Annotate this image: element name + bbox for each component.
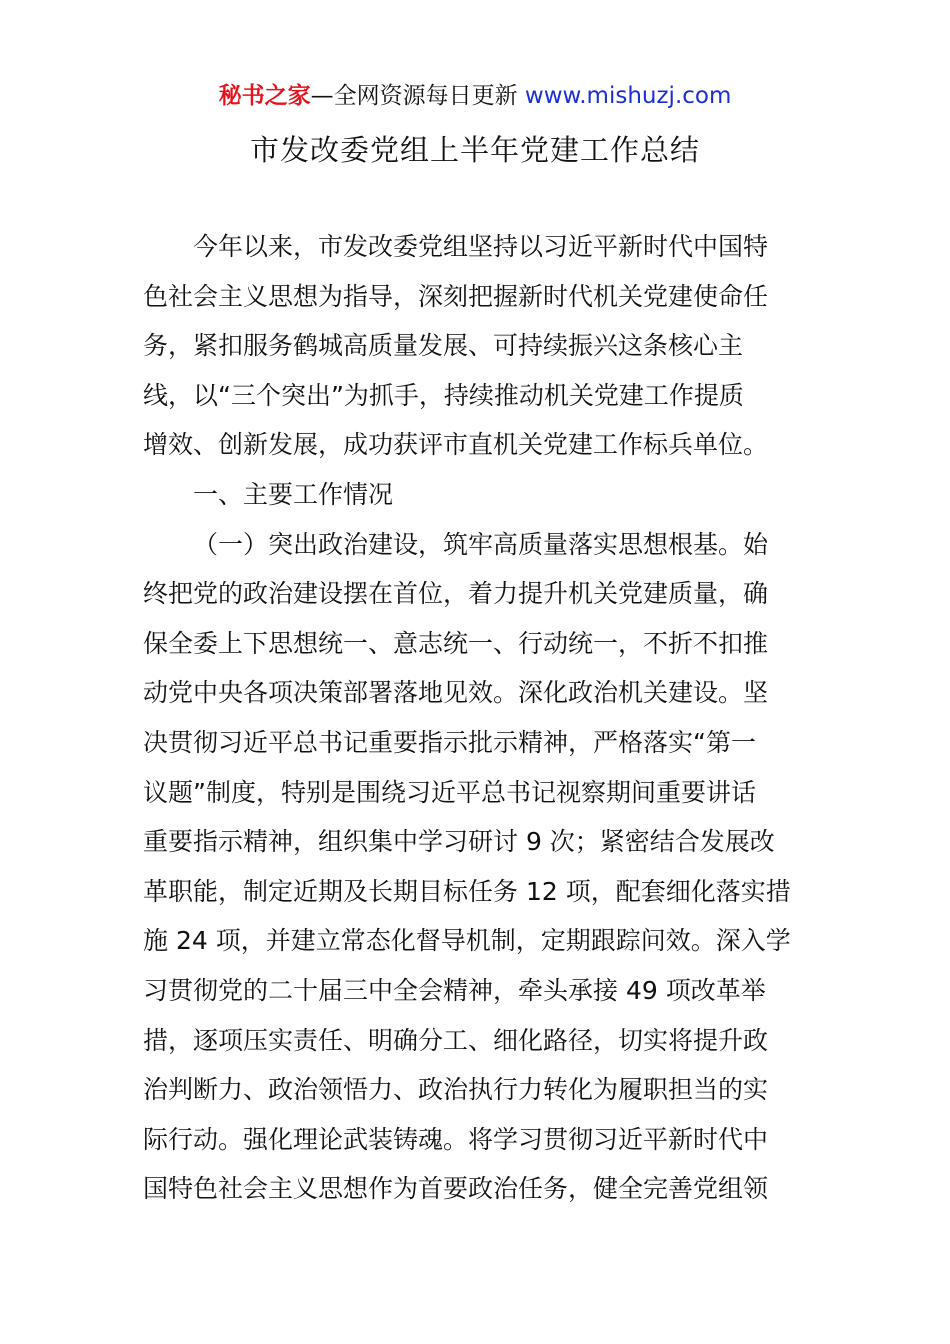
paragraph-line: 习贯彻党的二十届三中全会精神，牵头承接 49 项改革举 <box>143 975 766 1005</box>
paragraph-line: 今年以来，市发改委党组坚持以习近平新时代中国特 <box>193 232 769 261</box>
paragraph-line: 施 24 项，并建立常态化督导机制，定期跟踪问效。深入学 <box>143 926 791 956</box>
site-url[interactable]: www.mishuzj.com <box>524 83 732 109</box>
site-header <box>0 80 950 112</box>
paragraph-line: 增效、创新发展，成功获评市直机关党建工作标兵单位。 <box>143 430 769 460</box>
paragraph-line: 动党中央各项决策部署落地见效。深化政治机关建设。坚 <box>143 678 769 708</box>
paragraph-line: 革职能，制定近期及长期目标任务 12 项，配套细化落实措 <box>143 876 791 906</box>
subsection-line: （一）突出政治建设，筑牢高质量落实思想根基。始 <box>193 529 769 559</box>
paragraph-line: 际行动。强化理论武装铸魂。将学习贯彻习近平新时代中 <box>143 1124 769 1154</box>
site-brand: 秘书之家 <box>218 83 311 109</box>
paragraph-line: 保全委上下思想统一、意志统一、行动统一，不折不扣推 <box>143 628 769 658</box>
paragraph-line: 议题”制度，特别是围绕习近平总书记视察期间重要讲话 <box>143 777 756 807</box>
paragraph-line: 线，以“三个突出”为抓手，持续推动机关党建工作提质 <box>143 380 744 410</box>
document-body <box>143 222 811 1214</box>
paragraph-line: 重要指示精神，组织集中学习研讨 9 次；紧密结合发展改 <box>143 827 775 857</box>
paragraph-line: 措，逐项压实责任、明确分工、细化路径，切实将提升政 <box>143 1025 769 1055</box>
paragraph-line: 国特色社会主义思想作为首要政治任务，健全完善党组领 <box>143 1174 769 1204</box>
document-title: 市发改委党组上半年党建工作总结 <box>249 133 700 167</box>
section-heading: 一、主要工作情况 <box>193 479 394 509</box>
site-tagline: —全网资源每日更新 <box>310 83 518 109</box>
paragraph-line: 色社会主义思想为指导，深刻把握新时代机关党建使命任 <box>143 281 769 311</box>
paragraph-line: 决贯彻习近平总书记重要指示批示精神，严格落实“第一 <box>143 727 756 757</box>
paragraph-line: 治判断力、政治领悟力、政治执行力转化为履职担当的实 <box>143 1075 769 1105</box>
paragraph-line: 务，紧扣服务鹤城高质量发展、可持续振兴这条核心主 <box>143 331 744 361</box>
paragraph-line: 终把党的政治建设摆在首位，着力提升机关党建质量，确 <box>143 579 769 609</box>
